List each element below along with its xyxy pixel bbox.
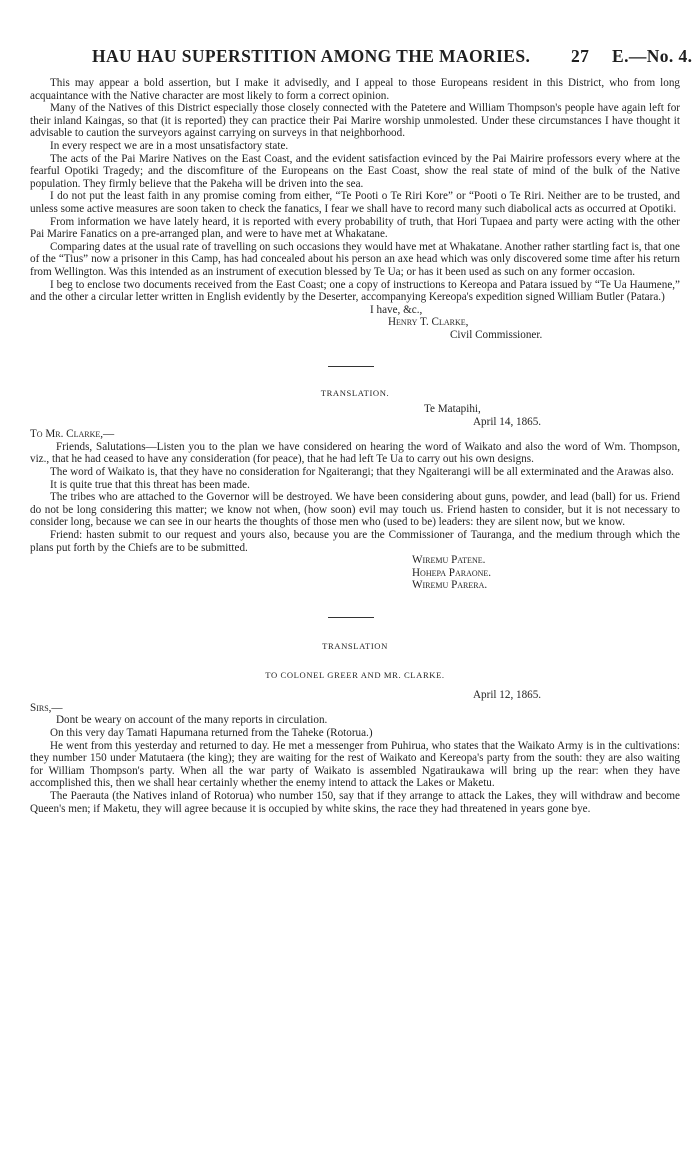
signatories (30, 554, 680, 592)
letter-signature (30, 304, 680, 342)
signatory: Wiremu Patene. (412, 554, 486, 567)
paragraph: This may appear a bold assertion, but I make it advisedly, and I appeal to those Europeans resident in this District, who from long acquaintance with the Native character are most likely to form a correct opinion. (30, 77, 680, 102)
paragraph: Friends, Salutations—Listen you to the plan we have considered on hearing the word of Waikato and also the word of Wm. Thompson, viz., that he had ceased to have any consideration (for peace), that he had left Te Ua to carry out his own designs. (30, 440, 680, 466)
paragraph: Comparing dates at the usual rate of travelling on such occasions they would have met at Whakatane. Another rather startling fact is, that one of the “Tius” now a prisoner in this Camp, has had concealed about his person an axe head which was only discovered some time after his return from Wellington. Was this intended as an instrument of execution blessed by Te Ua; or has it been used as such on any former occasion. (30, 240, 680, 278)
page-number: 27 (571, 46, 590, 66)
paragraph: On this very day Tamati Hapumana returned from the Taheke (Rotorua.) (50, 726, 373, 739)
signer-name: Henry T. Clarke, (388, 316, 469, 329)
paragraph: He went from this yesterday and returned to day. He met a messenger from Puhirua, who states that the Waikato Army is in the cultivations: they number 150 under Matutaera (the king); they are waiting for the rest of Waikato and Kereopa's party from the south: they are also waiting for William Thompson's party. When all the war party of Waikato is assembled Ngatiraukawa will bring up the rear: when they have accomplished this, then we shall hear certainly whether the enemy intend to attack the Lakes or Maketu. (30, 739, 680, 790)
letter-place: Te Matapihi, (424, 403, 481, 416)
paragraph: The acts of the Pai Marire Natives on the East Coast, and the evident satisfaction evinced by the Pai Mairire professors every where at the fearful Opotiki Tragedy; and the discomfiture of the Europeans on the East Coast, show the real state of mind of the bulk of the Native population. They firmly believe that the Pakeha will be driven into the sea. (30, 152, 680, 190)
paragraph: From information we have lately heard, it is reported with every probability of truth, that Hori Tupaea and party were acting with the other Pai Marire Fanatics on a pre-arranged plan, and were to have met at Whakatane. (30, 215, 680, 241)
letter-body (30, 77, 680, 304)
translation-heading: TRANSLATION (322, 640, 388, 651)
salutation: Sirs,— (30, 701, 63, 714)
section-divider (328, 366, 374, 367)
salutation: To Mr. Clarke,— (30, 428, 115, 441)
paragraph: In every respect we are in a most unsatisfactory state. (50, 139, 289, 152)
paragraph: The Paerauta (the Natives inland of Rotorua) who number 150, say that if they arrange to attack the Lakes, they will withdraw and become Queen's men; if Maketu, they will agree because it is occupied by white skins, the race they had threatened in years gone bye. (30, 789, 680, 815)
page-body (30, 77, 680, 815)
letter-addressee: TO COLONEL GREER AND MR. CLARKE. (265, 669, 445, 680)
letter-date: April 14, 1865. (473, 415, 542, 428)
signatory: Hohepa Paraone. (412, 566, 492, 579)
translation-heading: TRANSLATION. (320, 388, 390, 399)
paragraph: I do not put the least faith in any promise coming from either, “Te Pooti o Te Riri Kore” or “Pooti o Te Riri. Neither are to be trusted, and unless some active measures are soon taken to check the fanatics, I fear we shall have to record many such diabolical acts as occurred at Opotiki. (30, 190, 680, 215)
paragraph: I beg to enclose two documents received from the East Coast; one a copy of instructions to Kereopa and Patara issued by “Te Ua Haumene,” and the other a circular letter written in English evidently by the Deserter, accompanying Kereopa's expedition signed William Butler (Patara.) (30, 278, 680, 304)
paragraph: It is quite true that this threat has been made. (50, 478, 250, 491)
running-title: HAU HAU SUPERSTITION AMONG THE MAORIES. (92, 46, 531, 66)
paragraph: The tribes who are attached to the Governor will be destroyed. We have been considering about guns, powder, and lead (ball) for us. Friend do not be long considering this matter; we know not when, (how soon) evil may touch us. Friend hasten to consider, but it is not necessary to consider long, because we can see in our hearts the thoughts of those men who (used to be) leaders: they are silent now, but we know. (30, 491, 680, 529)
closing-line: I have, &c., (370, 303, 423, 316)
document-reference: E.—No. 4. (612, 46, 693, 66)
translation-letter-1 (30, 387, 680, 592)
section-divider (328, 617, 374, 618)
paragraph: The word of Waikato is, that they have no consideration for Ngaiterangi; that they Ngaiterangi will be all exterminated and the Arawas also. (50, 466, 674, 479)
signer-title: Civil Commissioner. (450, 328, 543, 341)
paragraph: Many of the Natives of this District especially those closely connected with the Patetere and William Thompson's people have again left for their inland Kaingas, so that (it is reported) they can practice their Pai Marire worship unmolested. Under these circumstances I have thought it advisable to caution the surveyors against carrying on surveys in that neighborhood. (30, 102, 680, 140)
translation-letter-2 (30, 640, 680, 815)
paragraph: Friend: hasten submit to our request and yours also, because you are the Commissioner of Tauranga, and the medium through which the plans put forth by the Chiefs are to be submitted. (30, 529, 680, 554)
page-header (40, 46, 693, 70)
signatory: Wiremu Parera. (412, 579, 488, 592)
paragraph: Dont be weary on account of the many reports in circulation. (56, 714, 328, 727)
letter-date: April 12, 1865. (473, 689, 542, 702)
